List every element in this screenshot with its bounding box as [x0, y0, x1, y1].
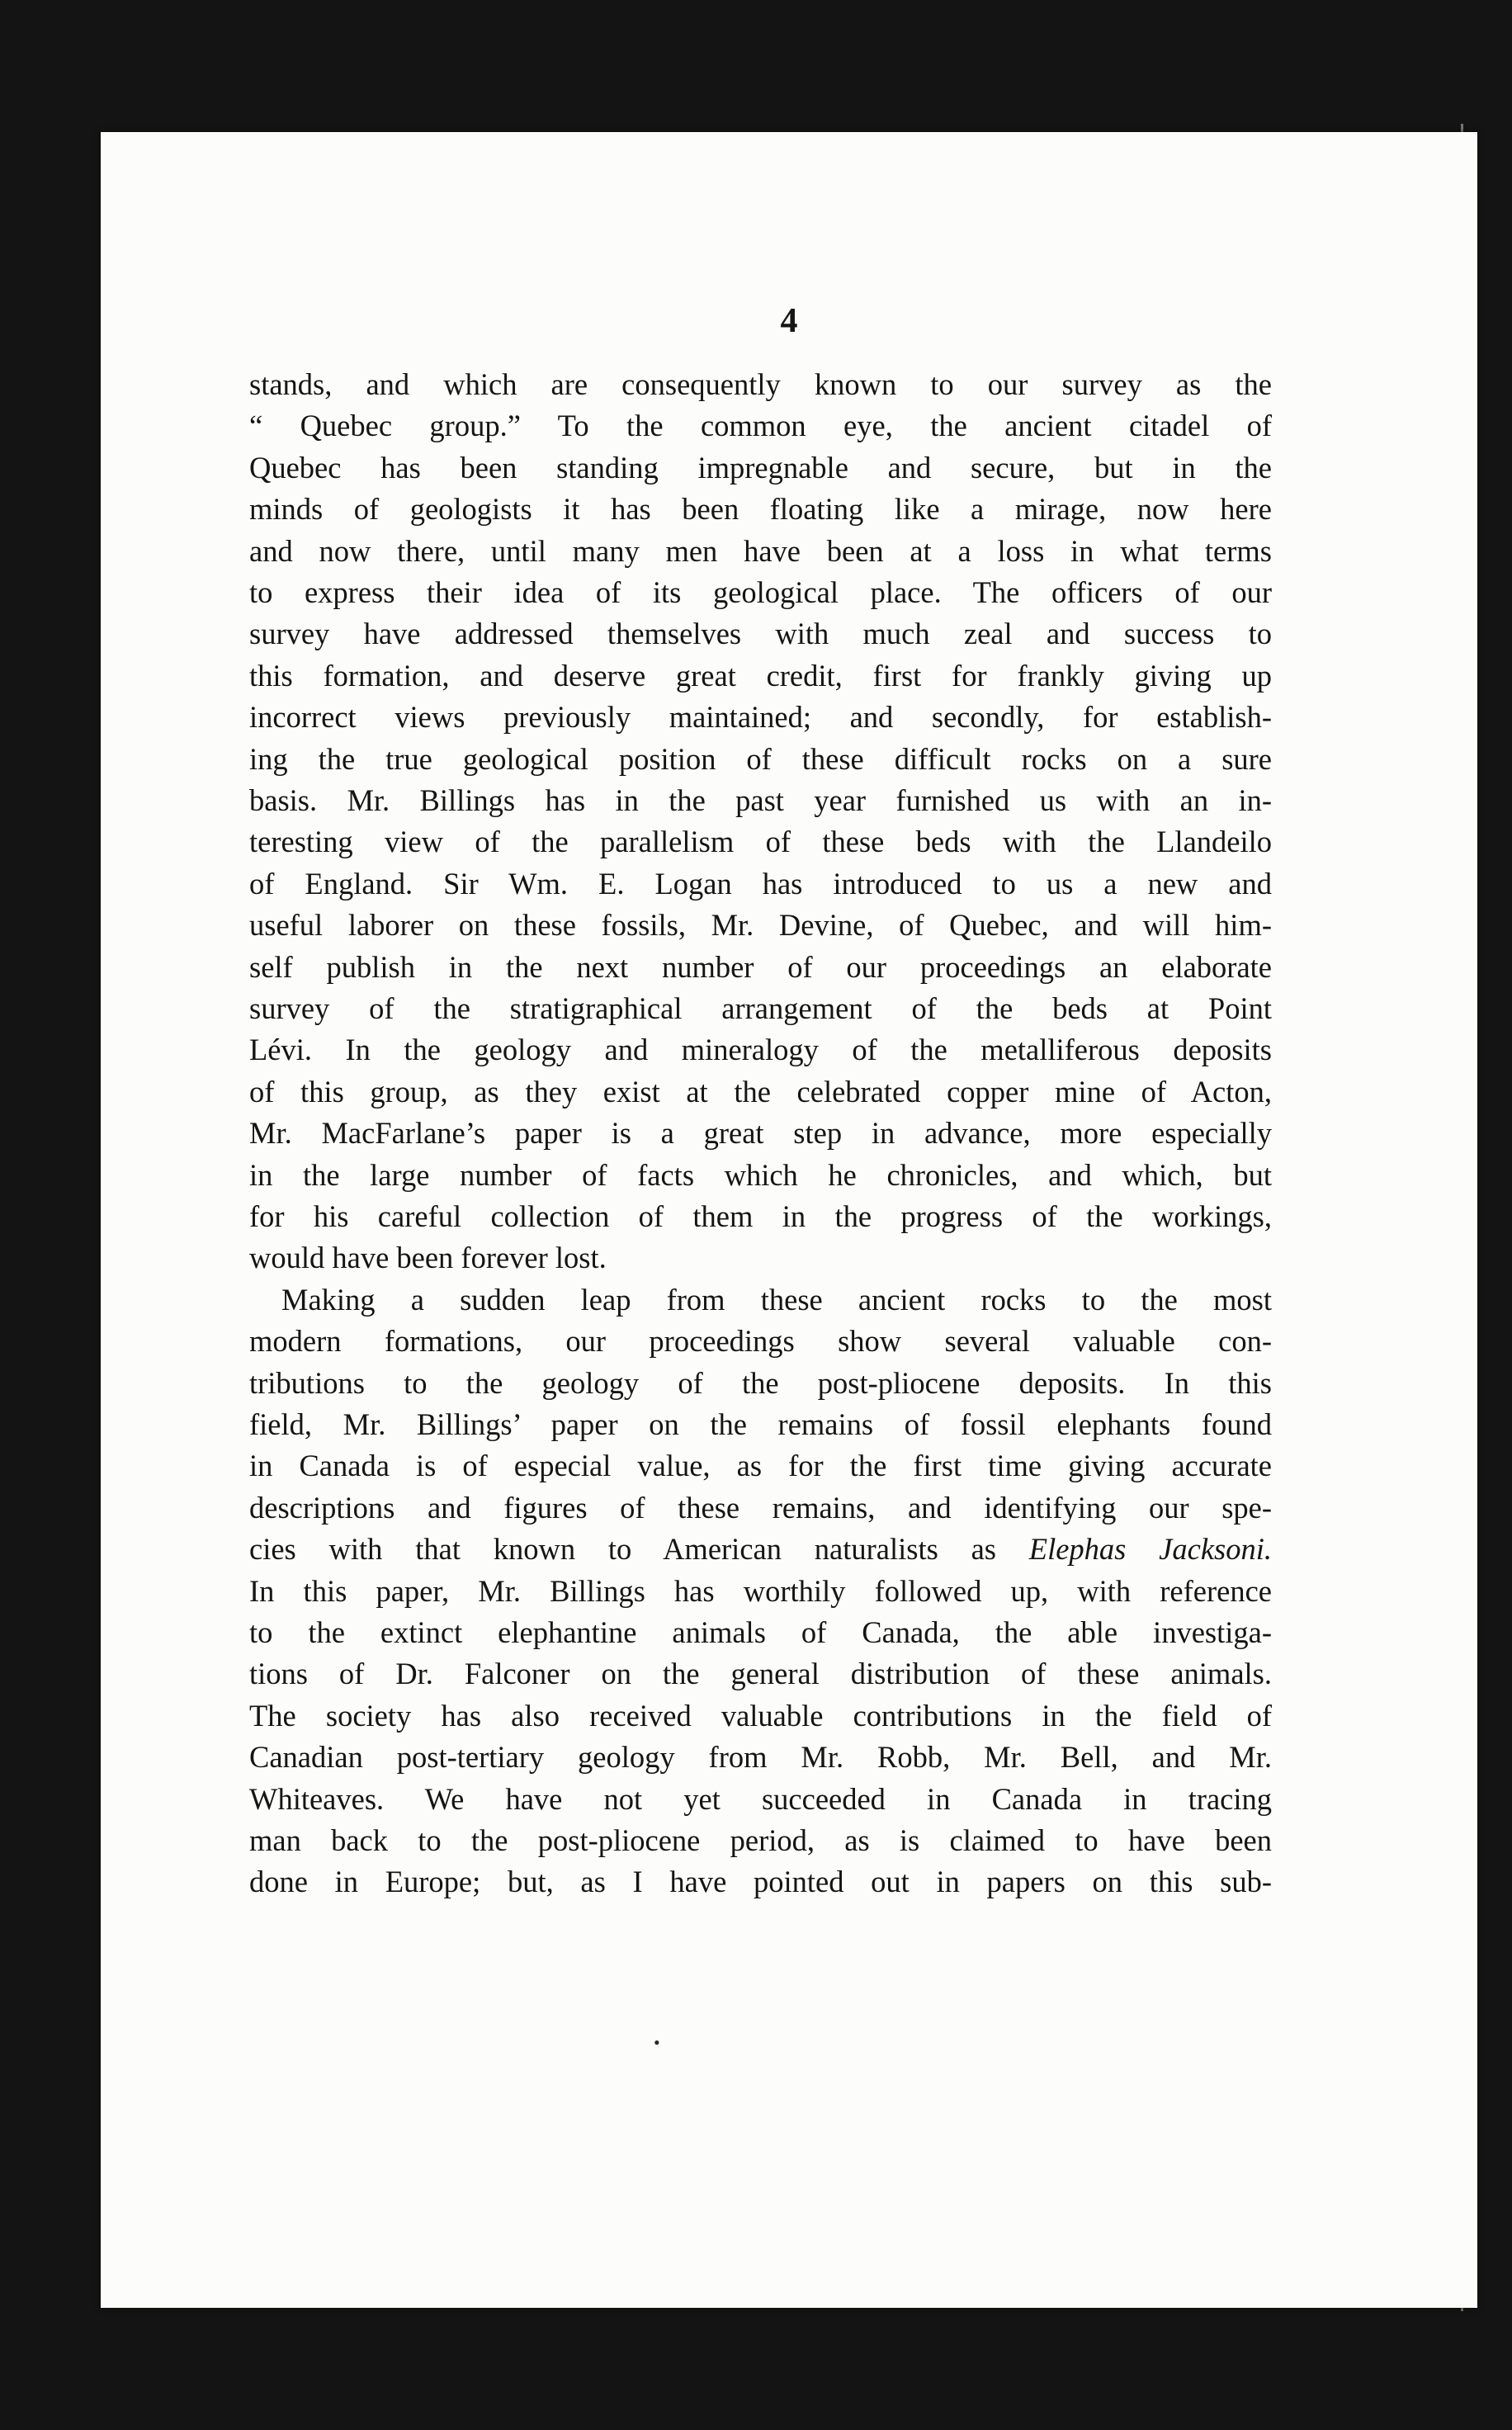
text-line: field, Mr. Billings’ paper on the remains of fossil elephants found [249, 1407, 1272, 1441]
text-line: survey of the stratigraphical arrangement of the beds at Point [249, 991, 1272, 1025]
text-line: for his careful collection of them in the progress of the workings, [249, 1199, 1272, 1233]
text-line: descriptions and figures of these remains, and identifying our spe- [249, 1490, 1272, 1525]
text-line: “ Quebec group.” To the common eye, the ancient citadel of [249, 409, 1272, 443]
text-line: In this paper, Mr. Billings has worthily followed up, with reference [249, 1573, 1272, 1608]
text-line: incorrect views previously maintained; and secondly, for establish- [249, 700, 1272, 735]
text-line: self publish in the next number of our proceedings an elaborate [249, 949, 1272, 984]
text-line: would have been forever lost. [249, 1241, 607, 1275]
ink-speck: • [654, 2032, 660, 2053]
paragraph-start-line: Making a sudden leap from these ancient rocks to the most [281, 1282, 1272, 1317]
text-line: in the large number of facts which he chronicles, and which, but [249, 1157, 1272, 1192]
text-line: tributions to the geology of the post-pliocene deposits. In this [249, 1365, 1272, 1400]
text-line: to the extinct elephantine animals of Canada, the able investiga- [249, 1615, 1272, 1649]
text-line: useful laborer on these fossils, Mr. Devine, of Quebec, and will him- [249, 908, 1272, 943]
text-line: Quebec has been standing impregnable and secure, but in the [249, 450, 1272, 485]
text-line: to express their idea of its geological place. The officers of our [249, 575, 1272, 609]
text-line: in Canada is of especial value, as for the first time giving accurate [249, 1449, 1272, 1483]
text-line: Lévi. In the geology and mineralogy of the metalliferous deposits [249, 1033, 1272, 1067]
text-line: survey have addressed themselves with much zeal and success to [249, 617, 1272, 651]
text-line: man back to the post-pliocene period, as is claimed to have been [249, 1823, 1272, 1857]
text-line: modern formations, our proceedings show several valuable con- [249, 1324, 1272, 1359]
text-line: of this group, as they exist at the celebrated copper mine of Acton, [249, 1074, 1272, 1109]
text-line: tions of Dr. Falconer on the general distribution of these animals. [249, 1657, 1272, 1691]
italic-species-name: Elephas Jacksoni. [1028, 1532, 1273, 1567]
text-line: and now there, until many men have been at a loss in what terms [249, 533, 1272, 568]
page-number: 4 [780, 302, 798, 340]
text-line: basis. Mr. Billings has in the past year furnished us with an in- [249, 783, 1272, 817]
text-line: Mr. MacFarlane’s paper is a great step in advance, more especially [249, 1116, 1272, 1151]
text-line: minds of geologists it has been floating like a mirage, now here [249, 492, 1272, 527]
text-line: ing the true geological position of these difficult rocks on a sure [249, 741, 1272, 776]
text-line: Whiteaves. We have not yet succeeded in Canada in tracing [249, 1781, 1272, 1816]
text-line-with-italic [249, 1528, 1272, 1571]
text-line: done in Europe; but, as I have pointed out in papers on this sub- [249, 1865, 1272, 1899]
text-line: stands, and which are consequently known to our survey as the [249, 367, 1272, 401]
text-line: of England. Sir Wm. E. Logan has introduced to us a new and [249, 866, 1272, 901]
text-line: this formation, and deserve great credit, first for frankly giving up [249, 658, 1272, 693]
text-line: Canadian post-tertiary geology from Mr. Robb, Mr. Bell, and Mr. [249, 1740, 1272, 1775]
text-line: teresting view of the parallelism of these beds with the Llandeilo [249, 825, 1272, 859]
text-line-part: cies with that known to American naturalists as [249, 1532, 996, 1567]
text-line: The society has also received valuable contributions in the field of [249, 1698, 1272, 1733]
